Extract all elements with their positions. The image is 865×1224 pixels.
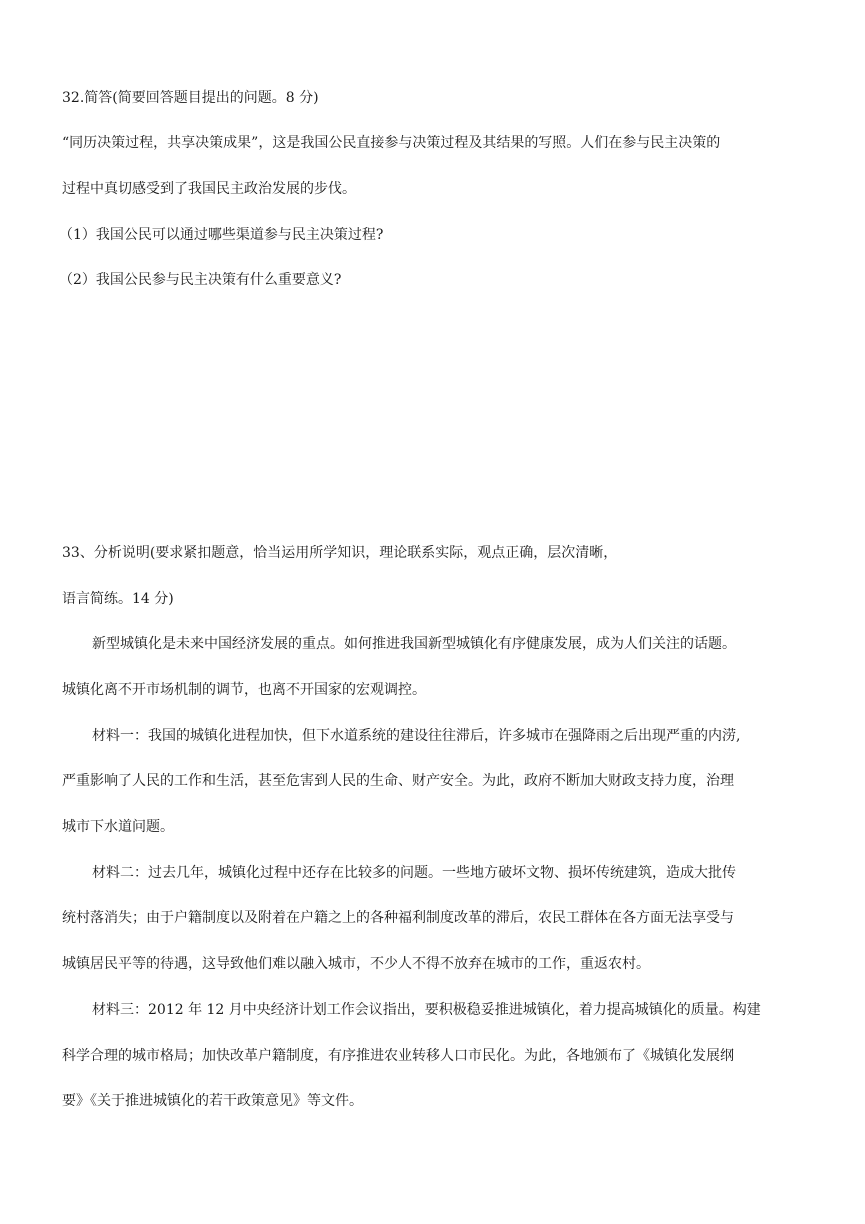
material-3-line-3: 要》《关于推进城镇化的若干政策意见》等文件。 (62, 1093, 363, 1109)
q32-quote-line-2: 过程中真切感受到了我国民主政治发展的步伐。 (62, 181, 356, 197)
q32-subquestion-2: （2）我国公民参与民主决策有什么重要意义? (59, 272, 342, 288)
q32-quote-line-1: “同历决策过程，共享决策成果”，这是我国公民直接参与决策过程及其结果的写照。人们在参与民主决策的 (62, 135, 721, 151)
material-2-line-2: 统村落消失；由于户籍制度以及附着在户籍之上的各种福利制度改革的滞后，农民工群体在各方面无法享受与 (62, 910, 734, 926)
q33-heading-line-2: 语言简练。14 分) (62, 591, 174, 607)
material-3-line-2: 科学合理的城市格局；加快改革户籍制度，有序推进农业转移人口市民化。为此，各地颁布了《城镇化发展纲 (62, 1048, 734, 1064)
material-2-line-3: 城镇居民平等的待遇，这导致他们难以融入城市，不少人不得不放弃在城市的工作，重返农村。 (62, 956, 650, 972)
material-2-line-1: 材料二：过去几年，城镇化过程中还存在比较多的问题。一些地方破坏文物、损坏传统建筑，造成大批传 (92, 865, 736, 881)
material-3-line-1: 材料三：2012 年 12 月中央经济计划工作会议指出，要积极稳妥推进城镇化，着力提高城镇化的质量。构建 (92, 1002, 761, 1018)
q33-heading-line-1: 33、分析说明(要求紧扣题意，恰当运用所学知识，理论联系实际，观点正确，层次清晰， (62, 545, 618, 561)
material-1-line-1: 材料一：我国的城镇化进程加快，但下水道系统的建设往往滞后，许多城市在强降雨之后出现严重的内涝, (92, 728, 741, 744)
q33-intro-line-2: 城镇化离不开市场机制的调节，也离不开国家的宏观调控。 (62, 682, 426, 698)
q33-intro-line-1: 新型城镇化是未来中国经济发展的重点。如何推进我国新型城镇化有序健康发展，成为人们关注的话题。 (92, 636, 736, 652)
q32-heading: 32.简答(简要回答题目提出的问题。8 分) (62, 90, 319, 106)
material-1-line-3: 城市下水道问题。 (62, 819, 174, 835)
q32-subquestion-1: （1）我国公民可以通过哪些渠道参与民主决策过程? (59, 227, 384, 243)
material-1-line-2: 严重影响了人民的工作和生活，甚至危害到人民的生命、财产安全。为此，政府不断加大财政支持力度，治理 (62, 773, 734, 789)
